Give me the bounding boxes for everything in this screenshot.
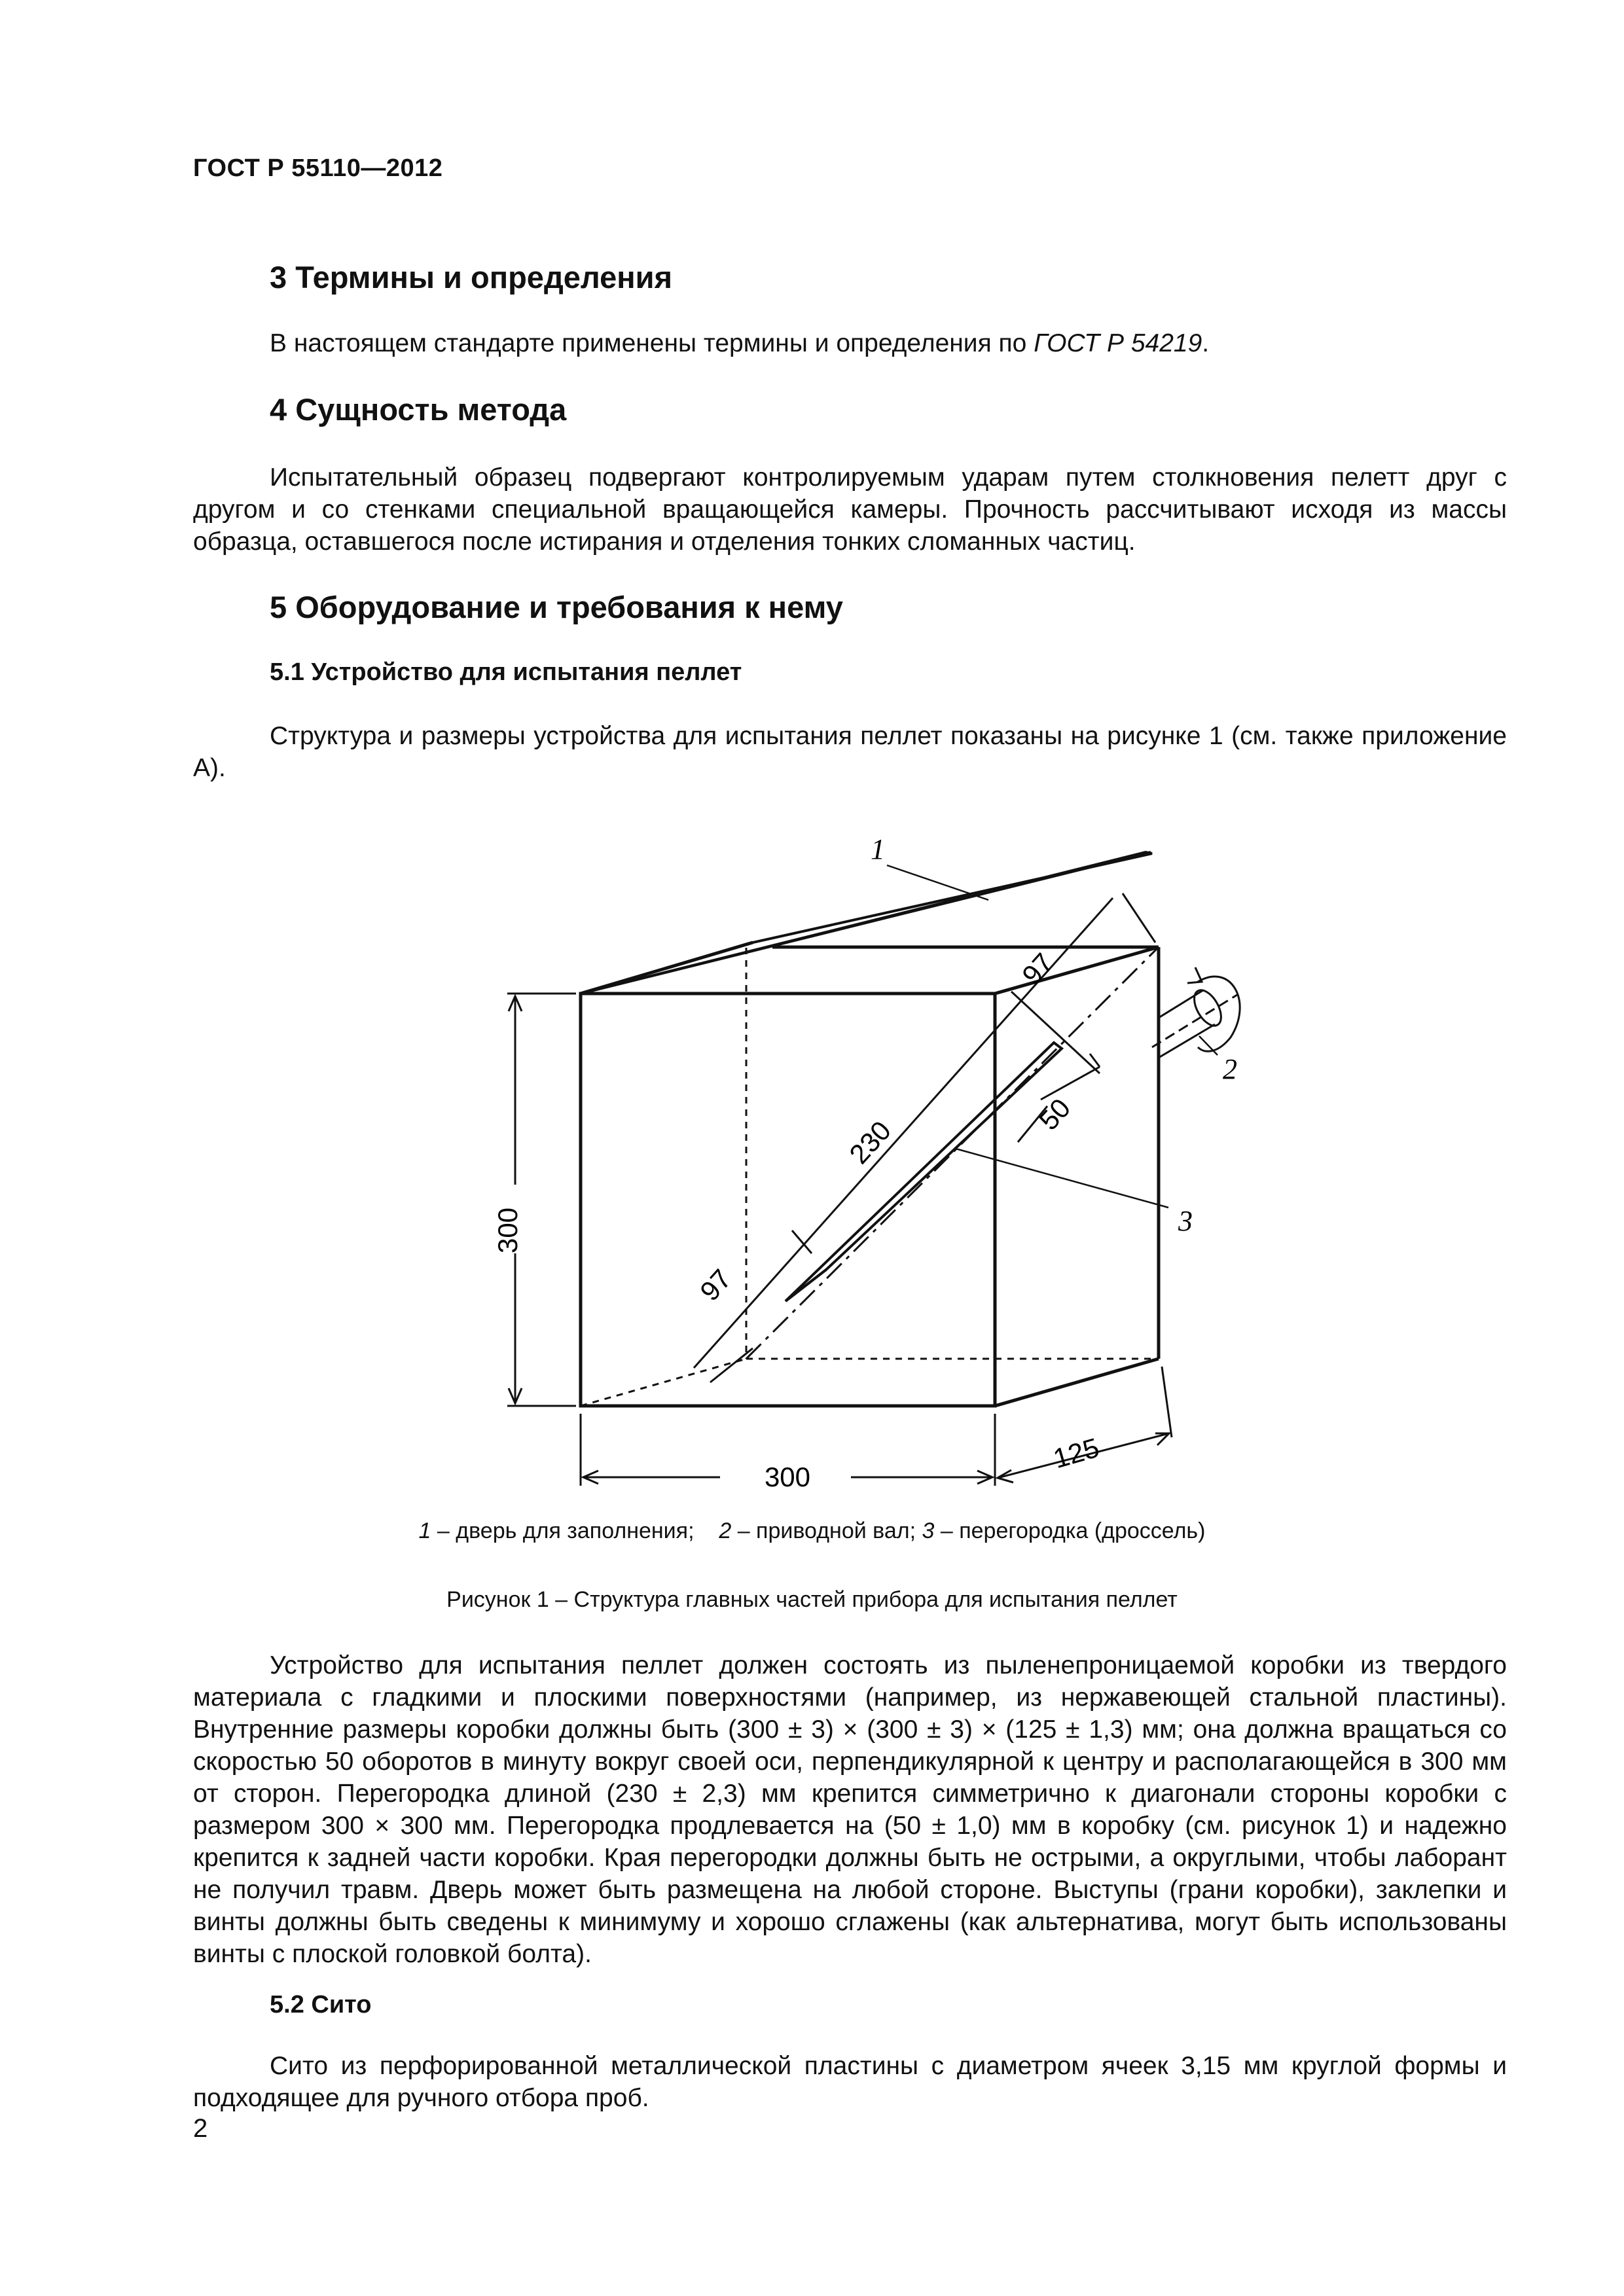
shaft-label: 2 bbox=[1223, 1053, 1237, 1085]
section-3-text-start: В настоящем стандарте применены термины и определения по bbox=[270, 329, 1034, 357]
top-offset-label: 97 bbox=[1016, 947, 1060, 991]
subsection-5-2-heading: 5.2 Сито bbox=[270, 1991, 372, 2018]
legend-1-text: – дверь для заполнения; bbox=[431, 1518, 695, 1543]
box-outline bbox=[581, 942, 1159, 1406]
baffle-length-label: 230 bbox=[843, 1115, 897, 1170]
door-label: 1 bbox=[871, 833, 885, 865]
section-3-text-end: . bbox=[1202, 329, 1210, 357]
section-3-text bbox=[270, 327, 1507, 359]
section-4-heading: 4 Сущность метода bbox=[270, 392, 567, 427]
figure-legend bbox=[0, 1518, 1624, 1544]
section-4-paragraph: Испытательный образец подвергают контролируемым ударам путем столкновения пелетт друг с другом и со стенками специальной вращающейся камеры. Прочность рассчитывают исходя из массы образца, оставшегося после истирания и отделения тонких сломанных частиц. bbox=[193, 463, 1507, 556]
legend-2-number: 2 bbox=[719, 1518, 732, 1543]
section-5-heading: 5 Оборудование и требования к нему bbox=[270, 590, 843, 624]
baffle bbox=[785, 1043, 1062, 1301]
shaft bbox=[1152, 967, 1240, 1058]
subsection-5-1-paragraph: Устройство для испытания пеллет должен состоять из пыленепроницаемой коробки из твердого материала с гладкими и плоскими поверхностями (например, из нержавеющей стальной пластины). Внутренние размеры коробки должны быть (300 ± 3) × (300 ± 3) × (125 ± 1,3) мм; она должна вращаться со скоростью 50 оборотов в минуту вокруг своей оси, перпендикулярной к центру и располагающейся в 300 мм от сторон. Перегородка длиной (230 ± 2,3) мм крепится симметрично к диагонали стороны коробки с размером 300 × 300 мм. Перегородка продлевается на (50 ± 1,0) мм в коробку (см. рисунок 1) и надежно крепится к задней части коробки. Края перегородки должны быть не острыми, а округлыми, чтобы лаборант не получил травм. Дверь может быть размещена на любой стороне. Выступы (грани коробки), заклепки и винты должны быть сведены к минимуму и хорошо сглажены (как альтернатива, могут быть использованы винты с плоской головкой болта). bbox=[193, 1651, 1507, 1968]
subsection-5-2-paragraph: Сито из перфорированной металлической пластины с диаметром ячеек 3,15 мм круглой формы и подходящее для ручного отбора проб. bbox=[193, 2052, 1507, 2112]
figure-1-drawing bbox=[0, 812, 1624, 1558]
dimension-lines bbox=[507, 893, 1172, 1486]
subsection-5-1-heading: 5.1 Устройство для испытания пеллет bbox=[270, 658, 742, 686]
legend-3-text: – перегородка (дроссель) bbox=[934, 1518, 1206, 1543]
baffle-label: 3 bbox=[1178, 1205, 1193, 1237]
hidden-edges bbox=[581, 948, 1159, 1406]
section-3-heading: 3 Термины и определения bbox=[270, 260, 672, 295]
depth-dimension-label: 125 bbox=[1049, 1431, 1103, 1475]
standard-reference: ГОСТ Р 54219 bbox=[1034, 329, 1202, 357]
page-number: 2 bbox=[193, 2114, 208, 2143]
height-dimension-label: 300 bbox=[492, 1207, 523, 1254]
legend-2-text: – приводной вал; bbox=[731, 1518, 916, 1543]
document-header: ГОСТ Р 55110—2012 bbox=[193, 154, 443, 182]
bottom-offset-label: 97 bbox=[694, 1263, 738, 1307]
extension-label: 50 bbox=[1033, 1092, 1077, 1136]
width-dimension-label: 300 bbox=[764, 1462, 811, 1492]
subsection-5-1-intro: Структура и размеры устройства для испытания пеллет показаны на рисунке 1 (см. также приложение А). bbox=[193, 722, 1507, 782]
figure-caption: Рисунок 1 – Структура главных частей прибора для испытания пеллет bbox=[446, 1587, 1178, 1612]
legend-3-number: 3 bbox=[922, 1518, 935, 1543]
legend-1-number: 1 bbox=[418, 1518, 431, 1543]
